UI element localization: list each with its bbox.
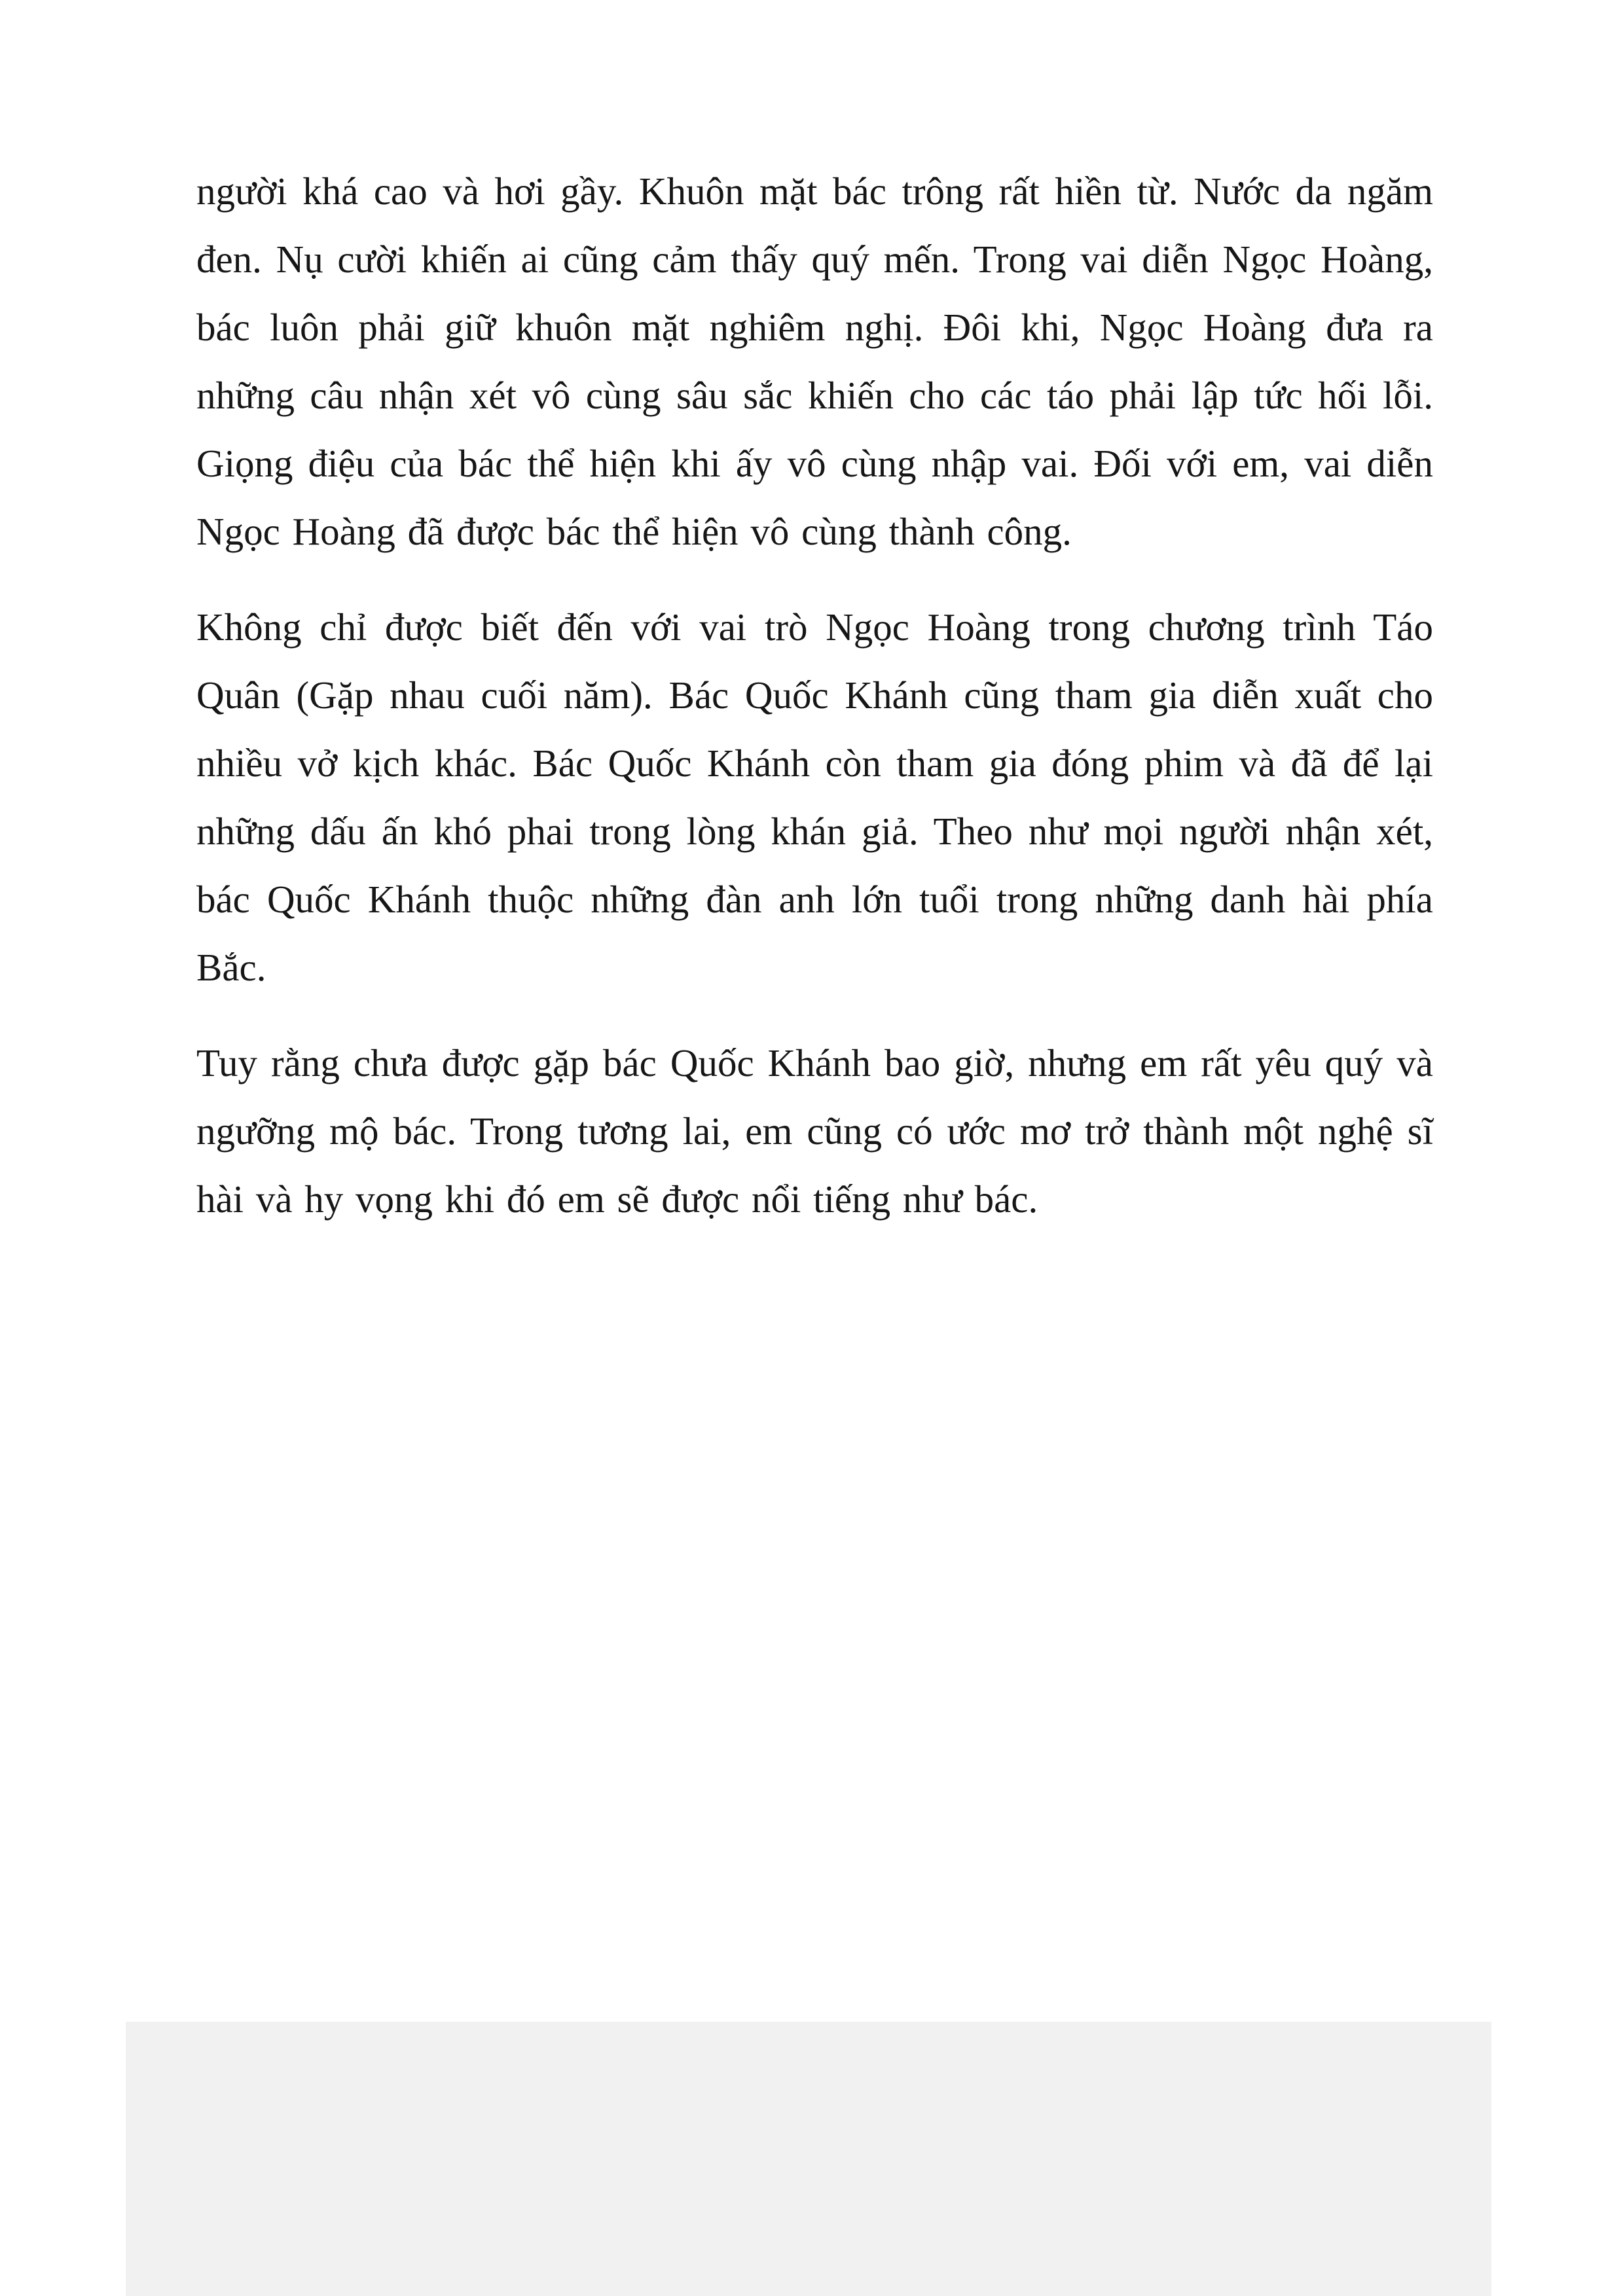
paragraph: người khá cao và hơi gầy. Khuôn mặt bác trông rất hiền từ. Nước da ngăm đen. Nụ cười khiến ai cũng cảm thấy quý mến. Trong vai diễn Ngọc Hoàng, bác luôn phải giữ khuôn mặt nghiêm nghị. Đôi khi, Ngọc Hoàng đưa ra những câu nhận xét vô cùng sâu sắc khiến cho các táo phải lập tức hối lỗi. Giọng điệu của bác thể hiện khi ấy vô cùng nhập vai. Đối với em, vai diễn Ngọc Hoàng đã được bác thể hiện vô cùng thành công. <box>196 170 1433 553</box>
document-text-block <box>196 157 1433 1261</box>
paragraph: Không chỉ được biết đến với vai trò Ngọc Hoàng trong chương trình Táo Quân (Gặp nhau cuối năm). Bác Quốc Khánh cũng tham gia diễn xuất cho nhiều vở kịch khác. Bác Quốc Khánh còn tham gia đóng phim và đã để lại những dấu ấn khó phai trong lòng khán giả. Theo như mọi người nhận xét, bác Quốc Khánh thuộc những đàn anh lớn tuổi trong những danh hài phía Bắc. <box>196 605 1433 989</box>
paragraph: Tuy rằng chưa được gặp bác Quốc Khánh bao giờ, nhưng em rất yêu quý và ngưỡng mộ bác. Trong tương lai, em cũng có ước mơ trở thành một nghệ sĩ hài và hy vọng khi đó em sẽ được nổi tiếng như bác. <box>196 1041 1433 1221</box>
page-bottom-gray-region <box>126 2022 1491 2296</box>
